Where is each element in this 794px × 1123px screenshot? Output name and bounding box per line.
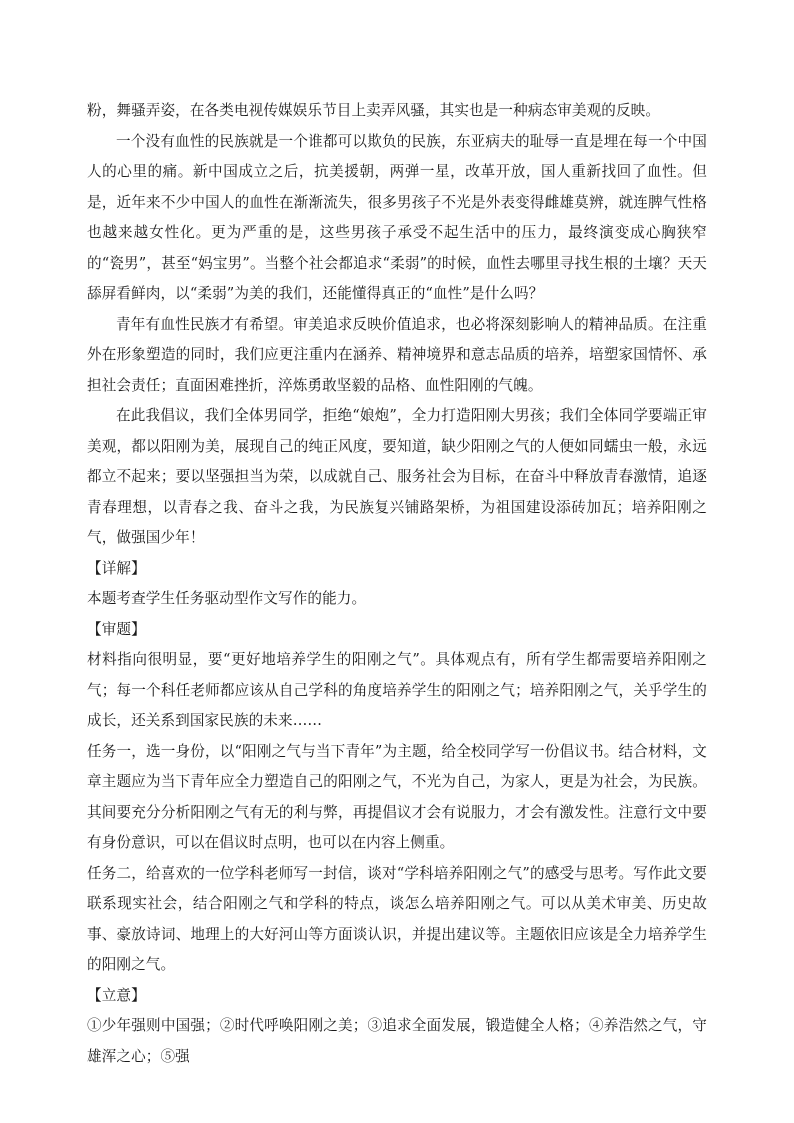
paragraph-task-two: 任务二，给喜欢的一位学科老师写一封信，谈对“学科培养阳刚之气”的感受与思考。写作此文要联系现实社会，结合阳刚之气和学科的特点，谈怎么培养阳刚之气。可以从美术审美、历史故事、豪放诗词、地理上的大好河山等方面谈认识，并提出建议等。主题依旧应该是全力培养学生的阳刚之气。 — [87, 864, 707, 973]
paragraph-theme-list: ①少年强则中国强；②时代呼唤阳刚之美；③追求全面发展，锻造健全人格；④养浩然之气，守雄浑之心；⑤强 — [87, 1017, 707, 1065]
paragraph-blood-nation: 一个没有血性的民族就是一个谁都可以欺负的民族，东亚病夫的耻辱一直是埋在每一个中国人的心里的痛。新中国成立之后，抗美援朝，两弹一星，改革开放，国人重新找回了血性。但是，近年来不少中国人的血性在渐渐流失，很多男孩子不光是外表变得雌雄莫辨，就连脾气性格也越来越女性化。更为严重的是，这些男孩子承受不起生活中的压力，最终演变成心胸狭窄的“瓷男”，甚至“妈宝男”。当整个社会都追求“柔弱”的时候，血性去哪里寻找生根的土壤？天天舔屏看鲜肉，以“柔弱”为美的我们，还能懂得真正的“血性”是什么吗？ — [87, 132, 707, 302]
section-heading-theme: 【立意】 — [87, 986, 146, 1004]
paragraph-review-material: 材料指向很明显，要“更好地培养学生的阳刚之气”。具体观点有，所有学生都需要培养阳刚之气；每一个科任老师都应该从自己学科的角度培养学生的阳刚之气；培养阳刚之气，关乎学生的成长，还关系到国家民族的未来…… — [87, 651, 707, 729]
section-heading-review: 【审题】 — [87, 620, 146, 638]
document-body — [87, 96, 707, 1072]
paragraph-proposal: 在此我倡议，我们全体男同学，拒绝“娘炮”，全力打造阳刚大男孩；我们全体同学要端正审美观，都以阳刚为美，展现自己的纯正风度，要知道，缺少阳刚之气的人便如同蠕虫一般，永远都立不起来；要以坚强担当为荣，以成就自己、服务社会为目标，在奋斗中释放青春激情，追逐青春理想，以青春之我、奋斗之我，为民族复兴铺路架桥，为祖国建设添砖加瓦；培养阳刚之气，做强国少年！ — [87, 407, 707, 546]
paragraph-youth-hope: 青年有血性民族才有希望。审美追求反映价值追求，也必将深刻影响人的精神品质。在注重外在形象塑造的同时，我们应更注重内在涵养、精神境界和意志品质的培养，培塑家国情怀、承担社会责任；直面困难挫折，淬炼勇敢坚毅的品格、血性阳刚的气魄。 — [87, 315, 707, 394]
section-heading-detail: 【详解】 — [87, 559, 146, 577]
paragraph-continued: 粉，舞骚弄姿，在各类电视传媒娱乐节目上卖弄风骚，其实也是一种病态审美观的反映。 — [87, 102, 661, 119]
paragraph-task-one: 任务一，选一身份，以“阳刚之气与当下青年”为主题，给全校同学写一份倡议书。结合材料，文章主题应为当下青年应全力塑造自己的阳刚之气，不光为自己，为家人，更是为社会，为民族。其间要充分分析阳刚之气有无的利与弊，再提倡议才会有说服力，才会有激发性。注意行文中要有身份意识，可以在倡议时点明，也可以在内容上侧重。 — [87, 742, 707, 851]
paragraph-detail: 本题考查学生任务驱动型作文写作的能力。 — [87, 590, 367, 607]
